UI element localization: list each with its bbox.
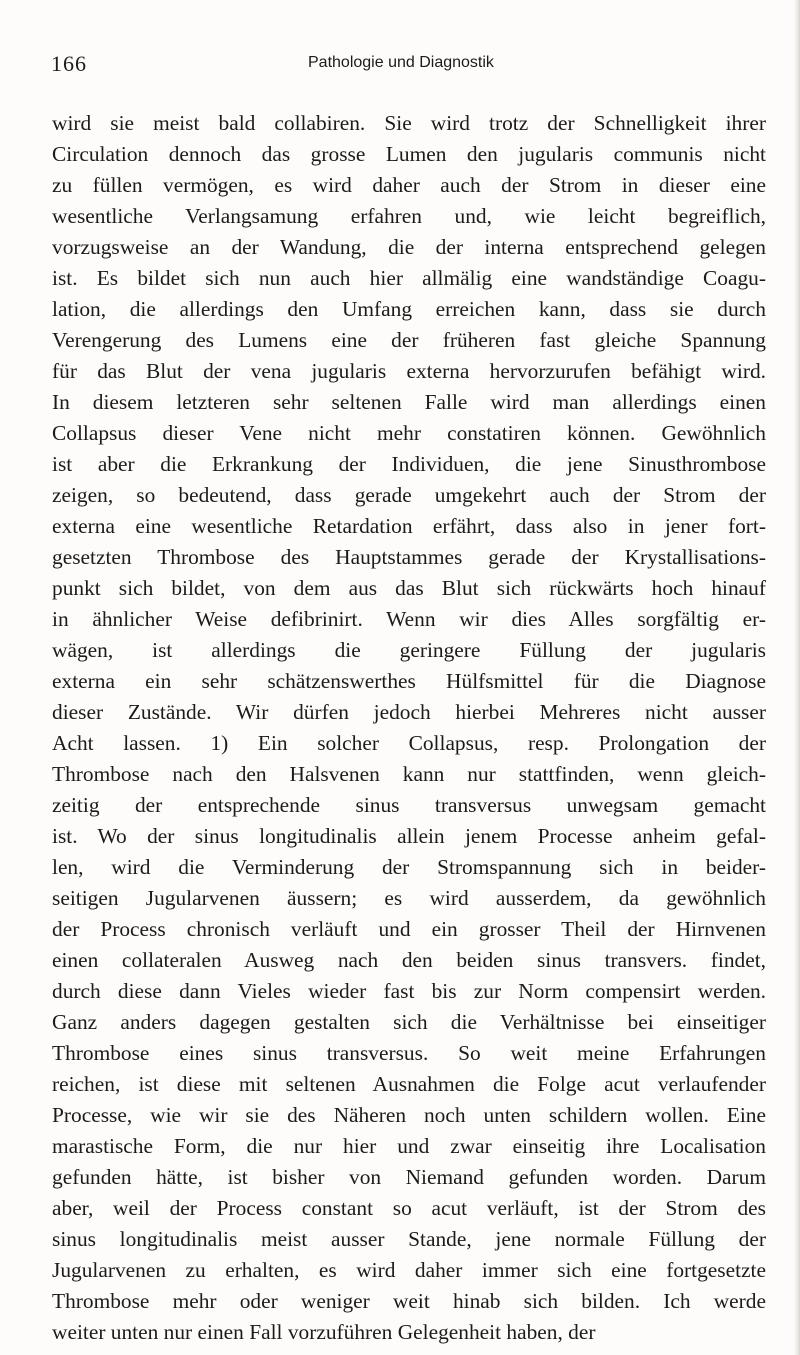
page-edge-shadow <box>794 0 800 1355</box>
text-line: Thrombose eines sinus transversus. So weit meine Erfahrungen <box>52 1041 766 1065</box>
text-line: zeigen, so bedeutend, dass gerade umgekehrt auch der Strom der <box>52 483 766 507</box>
text-line: Thrombose mehr oder weniger weit hinab sich bilden. Ich werde <box>52 1289 766 1313</box>
text-line: gefunden hätte, ist bisher von Niemand gefunden worden. Darum <box>52 1165 766 1189</box>
running-title: Pathologie und Diagnostik <box>308 54 494 71</box>
text-line: Processe, wie wir sie des Näheren noch unten schildern wollen. Eine <box>52 1103 766 1127</box>
text-line: vorzugsweise an der Wandung, die der interna entsprechend gelegen <box>52 235 766 259</box>
text-line: Collapsus dieser Vene nicht mehr constatiren können. Gewöhnlich <box>52 421 766 445</box>
text-line: in ähnlicher Weise defibrinirt. Wenn wir dies Alles sorgfältig er- <box>52 607 766 631</box>
text-line: durch diese dann Vieles wieder fast bis zur Norm compensirt werden. <box>52 979 766 1003</box>
text-line: ist. Es bildet sich nun auch hier allmälig eine wandständige Coagu- <box>52 266 766 290</box>
text-line: lation, die allerdings den Umfang erreichen kann, dass sie durch <box>52 297 766 321</box>
page-header <box>0 44 800 84</box>
text-line: zeitig der entsprechende sinus transversus unwegsam gemacht <box>52 793 766 817</box>
text-line: einen collateralen Ausweg nach den beiden sinus transvers. findet, <box>52 948 766 972</box>
text-line: Thrombose nach den Halsvenen kann nur stattfinden, wenn gleich- <box>52 762 766 786</box>
text-line: Ganz anders dagegen gestalten sich die Verhältnisse bei einseitiger <box>52 1010 766 1034</box>
text-line: weiter unten nur einen Fall vorzuführen Gelegenheit haben, der <box>52 1320 596 1344</box>
text-line: ist. Wo der sinus longitudinalis allein jenem Processe anheim gefal- <box>52 824 766 848</box>
text-line: zu füllen vermögen, es wird daher auch der Strom in dieser eine <box>52 173 766 197</box>
text-line: externa eine wesentliche Retardation erfährt, dass also in jener fort- <box>52 514 766 538</box>
text-line: dieser Zustände. Wir dürfen jedoch hierbei Mehreres nicht ausser <box>52 700 766 724</box>
text-line: Verengerung des Lumens eine der früheren fast gleiche Spannung <box>52 328 766 352</box>
text-line: externa ein sehr schätzenswerthes Hülfsmittel für die Diagnose <box>52 669 766 693</box>
body-text <box>52 108 766 1348</box>
text-line: len, wird die Verminderung der Stromspannung sich in beider- <box>52 855 766 879</box>
text-line: ist aber die Erkrankung der Individuen, die jene Sinusthrombose <box>52 452 766 476</box>
text-line: wird sie meist bald collabiren. Sie wird trotz der Schnelligkeit ihrer <box>52 111 766 135</box>
text-line: seitigen Jugularvenen äussern; es wird ausserdem, da gewöhnlich <box>52 886 766 910</box>
text-line: gesetzten Thrombose des Hauptstammes gerade der Krystallisations- <box>52 545 766 569</box>
text-line: Jugularvenen zu erhalten, es wird daher immer sich eine fortgesetzte <box>52 1258 766 1282</box>
text-line: punkt sich bildet, von dem aus das Blut sich rückwärts hoch hinauf <box>52 576 766 600</box>
text-line: Acht lassen. 1) Ein solcher Collapsus, resp. Prolongation der <box>52 731 766 755</box>
text-line: In diesem letzteren sehr seltenen Falle wird man allerdings einen <box>52 390 766 414</box>
text-line: der Process chronisch verläuft und ein grosser Theil der Hirnvenen <box>52 917 766 941</box>
text-line: reichen, ist diese mit seltenen Ausnahmen die Folge acut verlaufender <box>52 1072 766 1096</box>
text-line: wägen, ist allerdings die geringere Füllung der jugularis <box>52 638 766 662</box>
text-line: Circulation dennoch das grosse Lumen den jugularis communis nicht <box>52 142 766 166</box>
text-line: für das Blut der vena jugularis externa hervorzurufen befähigt wird. <box>52 359 766 383</box>
page-number: 166 <box>51 51 87 76</box>
text-line: wesentliche Verlangsamung erfahren und, wie leicht begreiflich, <box>52 204 766 228</box>
text-line: marastische Form, die nur hier und zwar einseitig ihre Localisation <box>52 1134 766 1158</box>
text-line: sinus longitudinalis meist ausser Stande, jene normale Füllung der <box>52 1227 766 1251</box>
text-line: aber, weil der Process constant so acut verläuft, ist der Strom des <box>52 1196 766 1220</box>
